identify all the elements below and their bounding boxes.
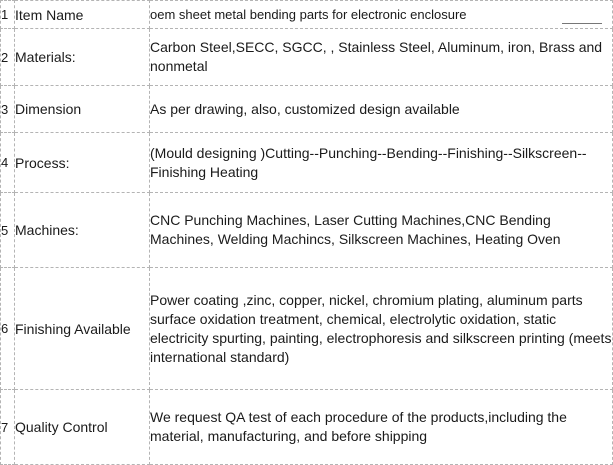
row-number: 4	[1, 133, 15, 193]
row-value: We request QA test of each procedure of the products,including the material, manufacturing, and before shipping	[150, 390, 613, 465]
table-row	[1, 86, 613, 133]
table-row	[1, 133, 613, 193]
table-row	[1, 193, 613, 268]
row-label: Process:	[15, 133, 150, 193]
row-label: Machines:	[15, 193, 150, 268]
row-label: Dimension	[15, 86, 150, 133]
table-row	[1, 1, 613, 29]
row-number: 5	[1, 193, 15, 268]
row-number: 3	[1, 86, 15, 133]
row-value: Carbon Steel,SECC, SGCC, , Stainless Steel, Aluminum, iron, Brass and nonmetal	[150, 29, 613, 86]
row-label: Finishing Available	[15, 268, 150, 390]
row-label: Item Name	[15, 1, 150, 29]
row-label: Quality Control	[15, 390, 150, 465]
row-value: (Mould designing )Cutting--Punching--Bending--Finishing--Silkscreen--Finishing Heating	[150, 133, 613, 193]
row-label: Materials:	[15, 29, 150, 86]
row-value	[150, 1, 613, 29]
row-value: As per drawing, also, customized design available	[150, 86, 613, 133]
row-number: 7	[1, 390, 15, 465]
row-value-text: oem sheet metal bending parts for electronic enclosure	[150, 7, 467, 22]
table-row	[1, 390, 613, 465]
table-row	[1, 29, 613, 86]
row-value: CNC Punching Machines, Laser Cutting Machines,CNC Bending Machines, Welding Machincs, Silkscreen Machines, Heating Oven	[150, 193, 613, 268]
table-row	[1, 268, 613, 390]
row-number: 6	[1, 268, 15, 390]
row-number: 2	[1, 29, 15, 86]
row-number: 1	[1, 1, 15, 29]
row-value: Power coating ,zinc, copper, nickel, chromium plating, aluminum parts surface oxidation treatment, chemical, electrolytic oxidation, static electricity spurting, painting, electrophoresis and silkscreen printing (meets international standard)	[150, 268, 613, 390]
blank-underline	[562, 23, 602, 24]
